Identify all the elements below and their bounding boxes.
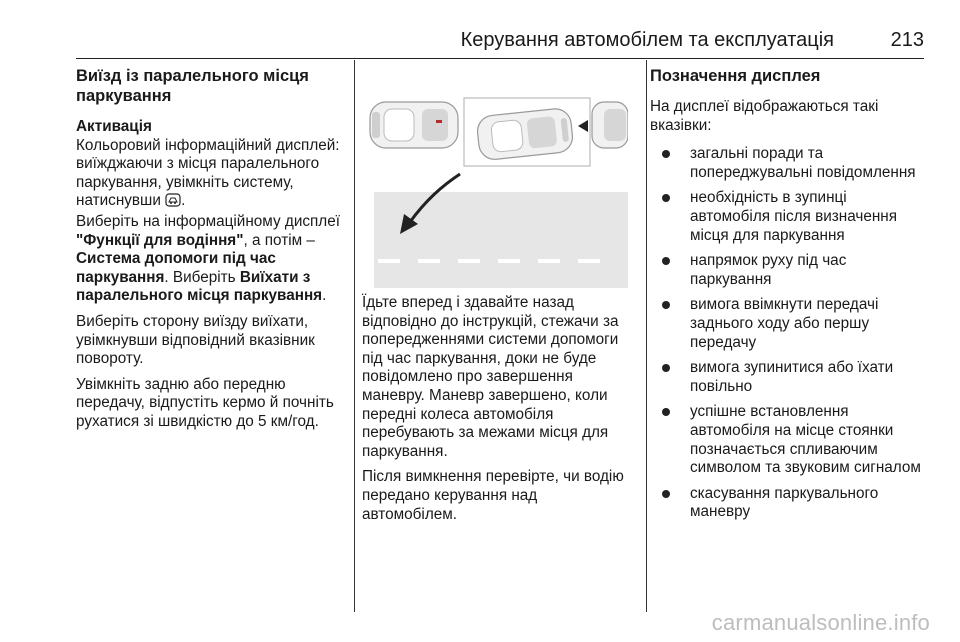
text-activation-a: Кольоровий інформаційний дисплей: виїжджаючи з місця паралельного паркування, увімкніть систему, натиснувши [76,136,340,210]
menu-parking-assist-system: Система допомоги під час паркування [76,250,276,286]
text-select-a: Виберіть на інформаційному дисплеї [76,212,340,230]
paragraph-engage-gear: Увімкніть задню або передню передачу, відпустіть кермо й почніть рухатися зі швидкістю до 5 км/год. [76,375,334,430]
text-select-g: . [322,287,327,305]
text-select-c: , а потім – [243,231,315,249]
list-item: скасування паркувального маневру [650,485,924,522]
bullet-icon [662,490,670,498]
text-activation-b: . [181,192,186,210]
column-middle [362,294,634,531]
menu-driving-functions: "Функції для водіння" [76,231,244,249]
bullet-icon [662,301,670,309]
text-select-e: . Виберіть [164,268,240,286]
parking-assist-button-icon [165,193,181,213]
page-header [76,26,924,59]
bullet-icon [662,364,670,372]
list-item: вимога зупинитися або їхати повільно [650,359,924,396]
section-title-exit-parallel: Виїзд із паралельного місця паркування [76,67,309,105]
column-right [650,66,924,529]
bullet-icon [662,194,670,202]
column-divider-right [646,60,647,612]
paragraph-activation [76,137,348,306]
list-item: вимога ввімкнути передачі заднього ходу або першу передачу [650,296,924,352]
bullet-icon [662,408,670,416]
list-item: напрямок руху під час паркування [650,252,924,289]
list-item: необхідність в зупинці автомобіля після визначення місця для паркування [650,189,924,245]
page-number: 213 [890,29,924,51]
paragraph-after-off: Після вимкнення перевірте, чи водію передано керування над автомобілем. [362,468,624,523]
paragraph-maneuver: Їдьте вперед і здавайте назад відповідно до інструкцій, стежачи за попередженнями системи допомоги під час паркування, доки не буде повідомлено про завершення маневру. Маневр завершено, коли передні колеса автомобіля перебувають за межами місця для паркування. [362,294,619,460]
watermark: carmanualsonline.info [711,610,930,635]
column-left [76,66,348,439]
list-item: успішне встановлення автомобіля на місце стоянки позначається спливаючим символом та звуковим сигналом [650,403,924,477]
bullet-icon [662,150,670,158]
section-title-display: Позначення дисплея [650,67,821,85]
column-divider-left [354,60,355,612]
menu-exit-parallel-space: Виїхати з паралельного місця паркування [76,268,323,305]
list-item: загальні поради та попереджувальні повідомлення [650,145,924,182]
subsection-title-activation: Активація [76,118,152,135]
paragraph-display-intro: На дисплеї відображаються такі вказівки: [650,98,879,134]
bullet-icon [662,257,670,265]
display-indications-list [650,145,924,522]
header-title: Керування автомобілем та експлуатація [460,29,834,51]
parallel-parking-exit-illustration [366,96,628,292]
paragraph-select-side: Виберіть сторону виїзду виїхати, увімкнувши відповідний вказівник повороту. [76,312,315,368]
